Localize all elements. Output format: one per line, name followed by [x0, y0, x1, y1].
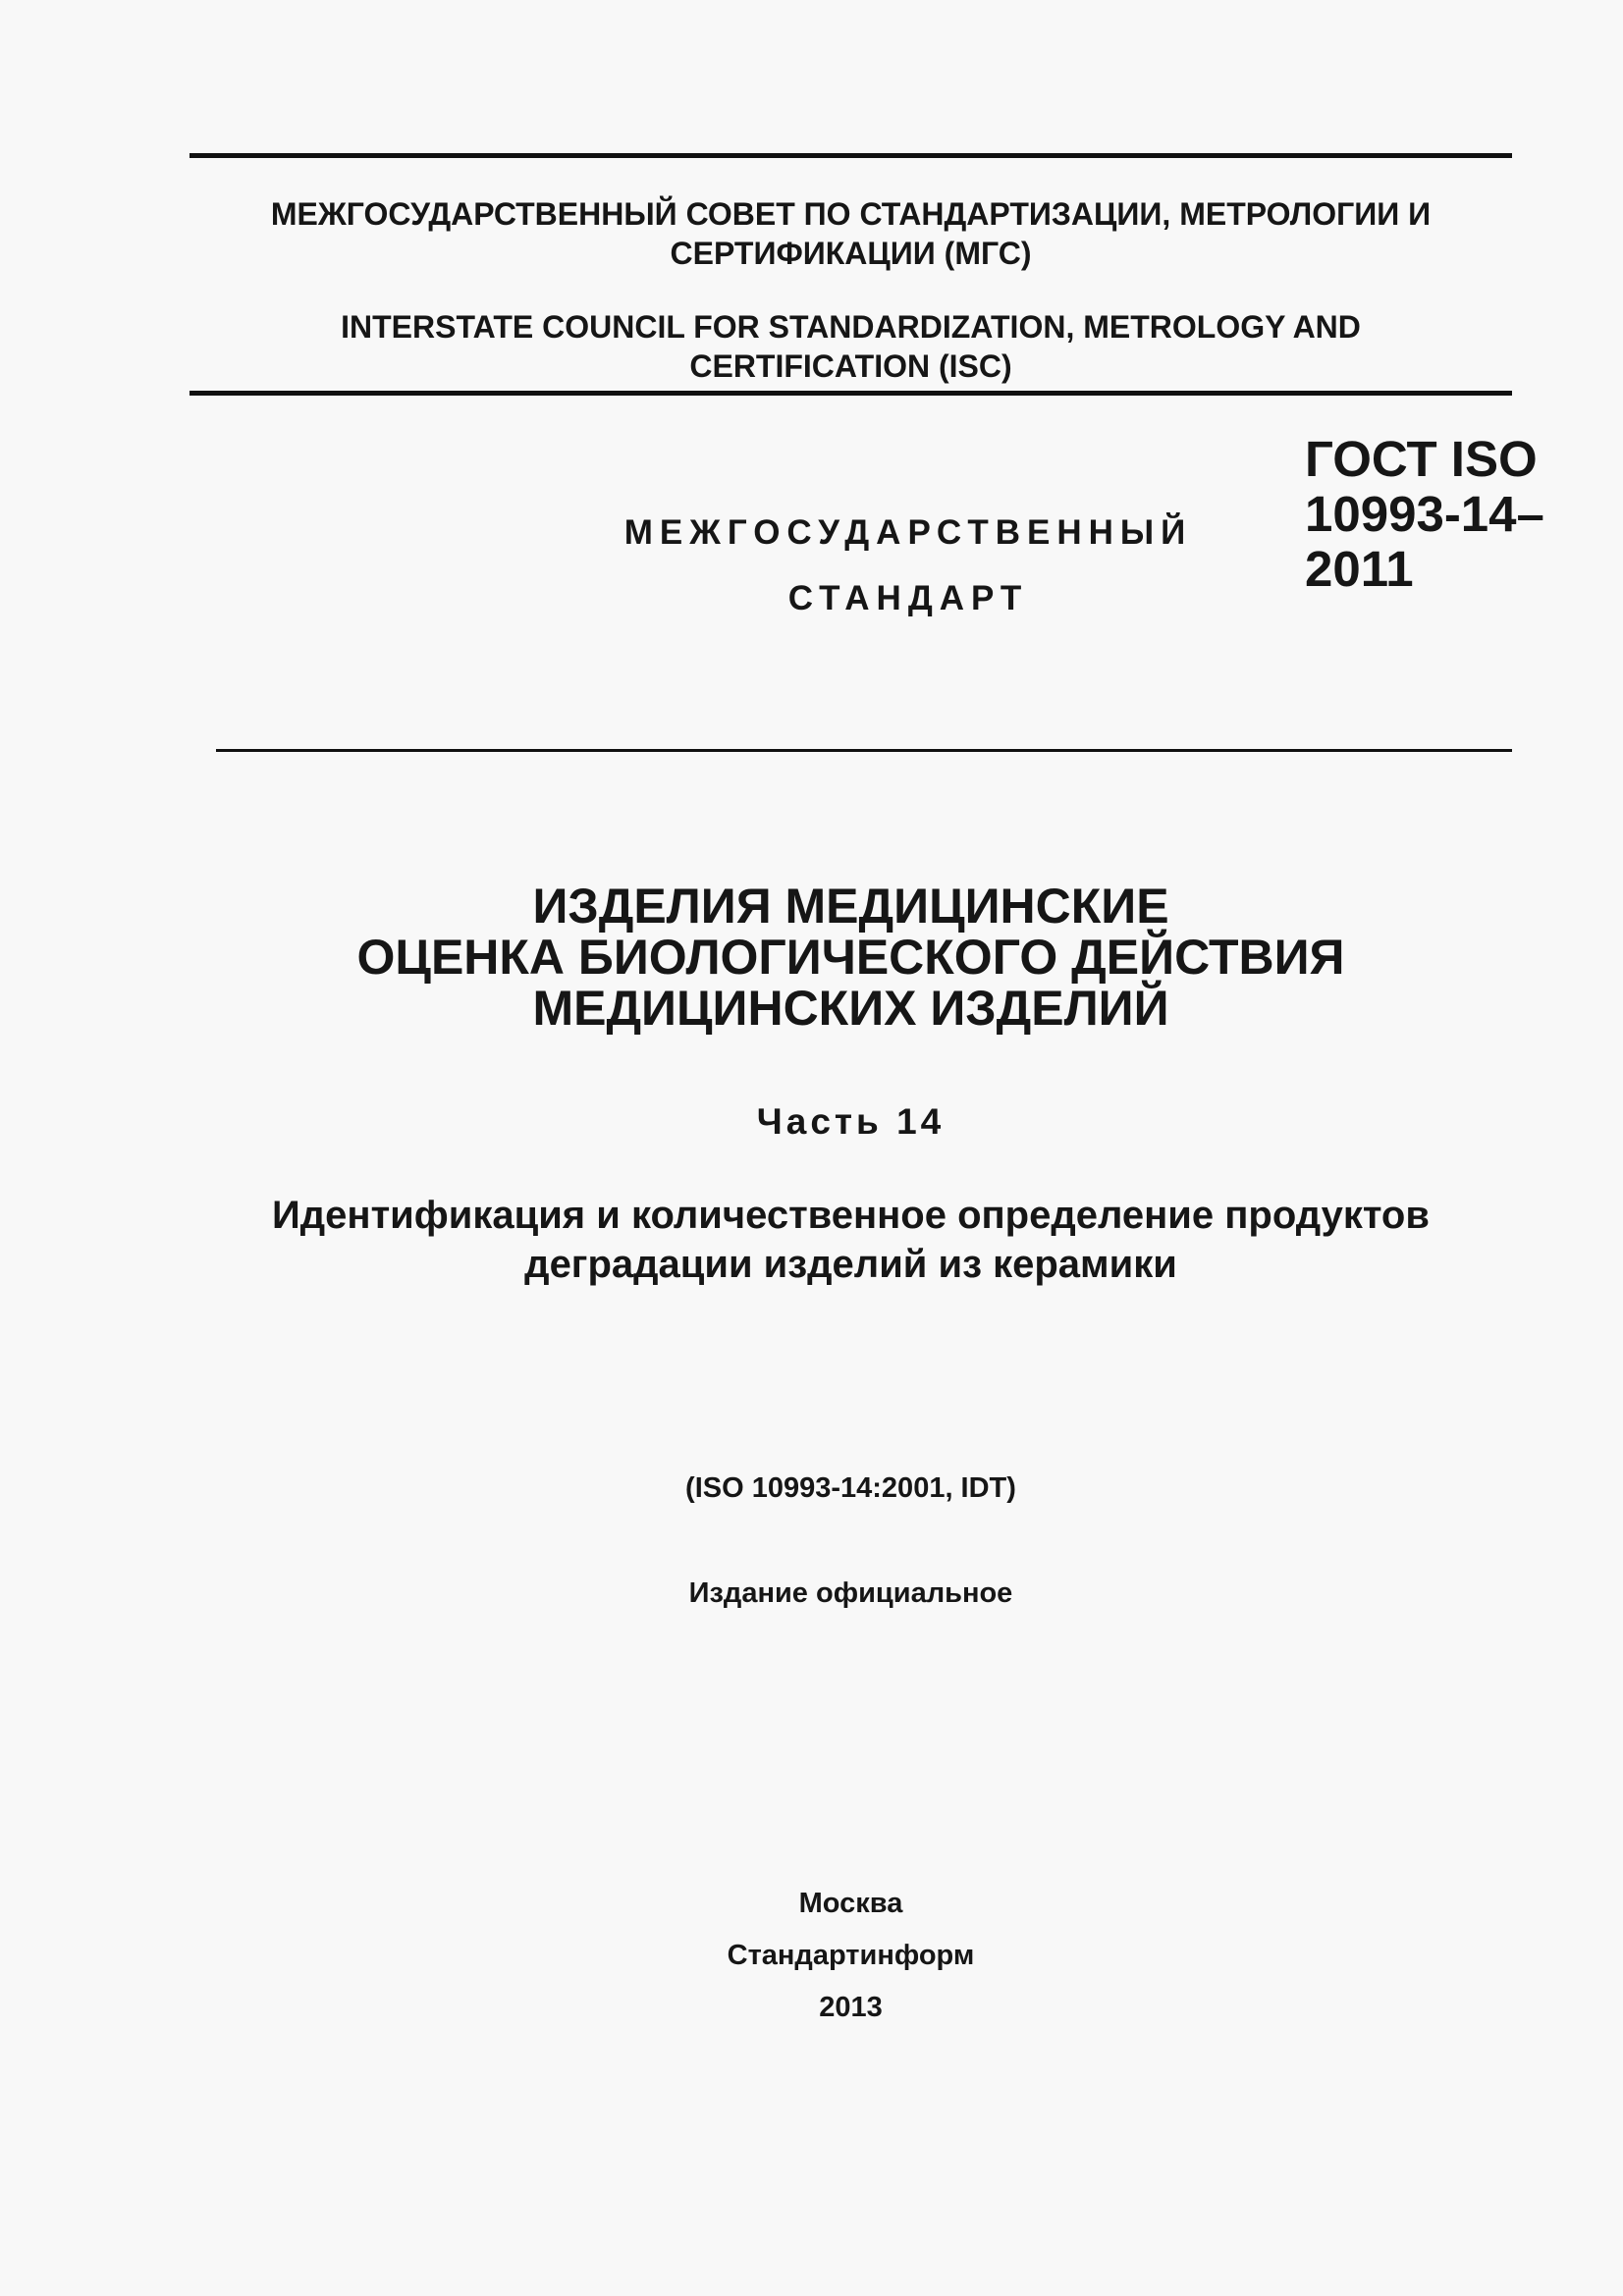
part-label: Часть 14: [756, 1101, 946, 1142]
imprint-publisher: Стандартинформ: [727, 1940, 975, 1971]
council-en-line-1: INTERSTATE COUNCIL FOR STANDARDIZATION, METROLOGY AND: [341, 309, 1361, 345]
imprint-city: Москва: [798, 1888, 903, 1919]
title-separator-rule: [216, 749, 1512, 752]
part-title: [189, 1191, 1512, 1289]
iso-reference: (ISO 10993-14:2001, IDT): [685, 1472, 1016, 1504]
council-name-russian: [189, 194, 1512, 273]
gost-number-line-2: 10993-14–: [1305, 486, 1544, 542]
standard-type-line-2: СТАНДАРТ: [787, 579, 1029, 617]
title-line-3: МЕДИЦИНСКИХ ИЗДЕЛИЙ: [532, 981, 1169, 1036]
document-title: [189, 881, 1512, 1034]
part-title-line-1: Идентификация и количественное определение продуктов: [272, 1194, 1430, 1237]
title-line-1: ИЗДЕЛИЯ МЕДИЦИНСКИЕ: [532, 879, 1169, 934]
imprint-year: 2013: [819, 1992, 883, 2023]
gost-number-line-3: 2011: [1305, 541, 1414, 597]
council-ru-line-2: СЕРТИФИКАЦИИ (МГС): [670, 236, 1032, 271]
header-bottom-rule: [189, 391, 1512, 396]
council-name-english: [189, 307, 1512, 386]
council-en-line-2: CERTIFICATION (ISC): [689, 348, 1012, 384]
standard-type-line-1: МЕЖГОСУДАРСТВЕННЫЙ: [623, 513, 1193, 552]
gost-number: [1305, 432, 1609, 597]
edition-label: Издание официальное: [688, 1577, 1013, 1609]
gost-number-line-1: ГОСТ ISO: [1305, 431, 1538, 487]
title-line-2: ОЦЕНКА БИОЛОГИЧЕСКОГО ДЕЙСТВИЯ: [356, 930, 1345, 985]
top-rule: [189, 153, 1512, 158]
part-title-line-2: деградации изделий из керамики: [524, 1243, 1177, 1286]
council-ru-line-1: МЕЖГОСУДАРСТВЕННЫЙ СОВЕТ ПО СТАНДАРТИЗАЦИИ, МЕТРОЛОГИИ И: [270, 196, 1432, 232]
